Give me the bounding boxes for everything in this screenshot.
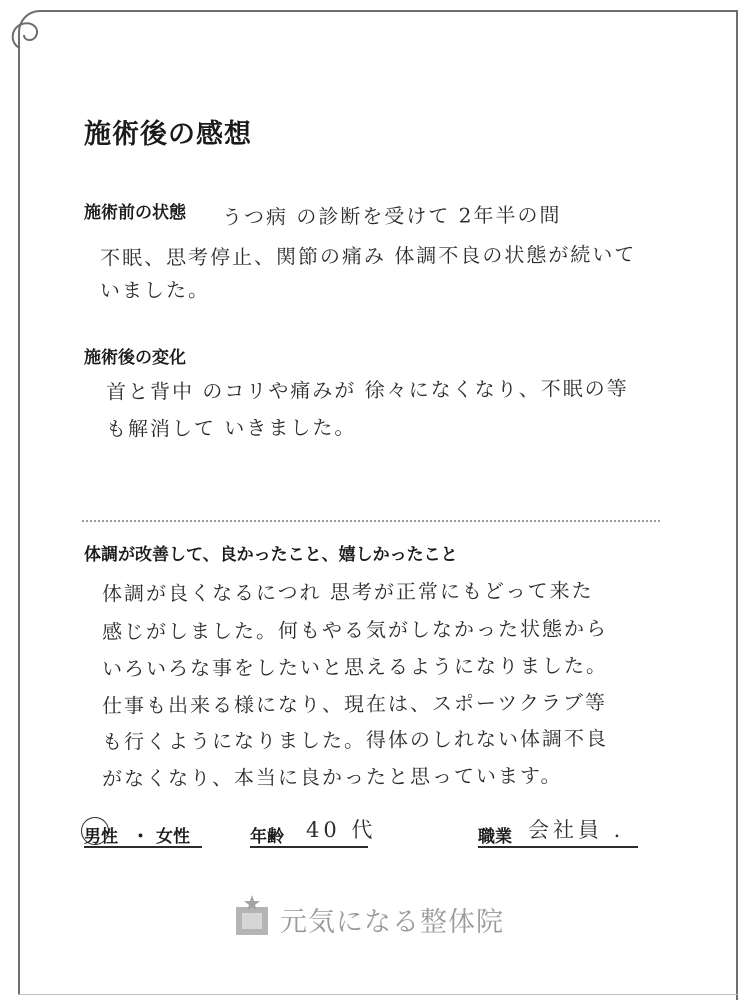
handwritten-line: がなくなり、本当に良かったと思っています。 [101, 763, 563, 791]
job-label: 職業 [478, 827, 512, 847]
paper-bottom-edge [18, 994, 738, 995]
handwritten-line: も解消して いきました。 [105, 415, 357, 441]
gender-male-label: 男性 [84, 827, 118, 847]
gender-underline [84, 846, 202, 848]
scroll-curl-icon [8, 14, 48, 54]
age-underline [250, 846, 368, 848]
gender-female-label: 女性 [156, 827, 190, 847]
section-heading-before: 施術前の状態 [84, 203, 186, 223]
section-heading-improvement: 体調が改善して、良かったこと、嬉しかったこと [84, 545, 458, 565]
handwritten-line: いろいろな事をしたいと思えるようになりました。 [101, 653, 609, 681]
handwritten-line: も行くようになりました。得体のしれない体調不良 [101, 726, 609, 754]
dotted-divider [82, 520, 660, 522]
job-underline [478, 846, 638, 848]
page-title: 施術後の感想 [84, 119, 252, 150]
handwritten-line: 不眠、思考停止、関節の痛み 体調不良の状態が続いて [99, 242, 637, 270]
job-value: 会社員 . [528, 818, 625, 842]
paper-right-edge [736, 10, 738, 1000]
clinic-logo-text: 元気になる整体院 [280, 907, 504, 938]
age-value: 40 代 [306, 818, 377, 842]
handwritten-line: いました。 [99, 277, 211, 303]
handwritten-line: 体調が良くなるにつれ 思考が正常にもどって来た [101, 578, 594, 606]
handwritten-line: 感じがしました。何もやる気がしなかった状態から [101, 616, 609, 644]
handwritten-line: うつ病 の診断を受けて 2年半の間 [221, 202, 562, 230]
section-heading-after: 施術後の変化 [84, 348, 186, 368]
age-label: 年齢 [250, 827, 284, 847]
clinic-logo-icon [232, 893, 272, 939]
gender-separator: ・ [132, 827, 149, 847]
handwritten-line: 仕事も出来る様になり、現在は、スポーツクラブ等 [101, 690, 608, 718]
handwritten-line: 首と背中 のコリや痛みが 徐々になくなり、不眠の等 [105, 376, 629, 404]
